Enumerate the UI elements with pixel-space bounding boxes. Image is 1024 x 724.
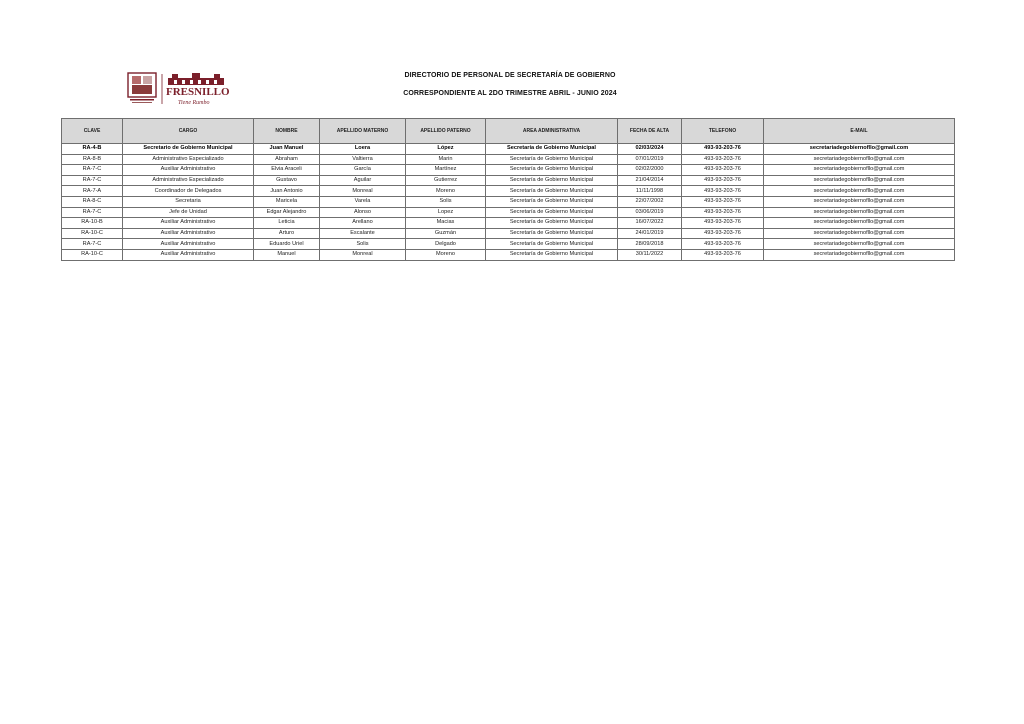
column-header-fecha-de-alta: FECHA DE ALTA [618,119,682,144]
cell-apellido-paterno: Solis [406,196,486,207]
cell-telefono: 493-93-203-76 [682,239,764,250]
cell-clave: RA-10-C [62,249,123,260]
cell-fecha-de-alta: 24/01/2019 [618,228,682,239]
cell-nombre: Eduardo Uriel [254,239,320,250]
cell-email: secretariadegobiernofllo@gmail.com [764,154,955,165]
cell-fecha-de-alta: 03/06/2019 [618,207,682,218]
table-row [62,165,955,176]
cell-cargo: Auxiliar Administrativo [123,228,254,239]
cell-clave: RA-10-B [62,218,123,229]
cell-email: secretariadegobiernofllo@gmail.com [764,249,955,260]
cell-cargo: Jefe de Unidad [123,207,254,218]
cell-apellido-materno: Escalante [320,228,406,239]
cell-cargo: Secretario de Gobierno Municipal [123,144,254,155]
cell-telefono: 493-93-203-76 [682,186,764,197]
cell-area-administrativa: Secretaría de Gobierno Municipal [486,207,618,218]
cell-email: secretariadegobiernofllo@gmail.com [764,165,955,176]
cell-email: secretariadegobiernofllo@gmail.com [764,175,955,186]
cell-telefono: 493-93-203-76 [682,207,764,218]
logo-tagline: Tiene Rumbo [178,100,210,106]
cell-nombre: Maricela [254,196,320,207]
column-header-apellido-materno: APELLIDO MATERNO [320,119,406,144]
cell-fecha-de-alta: 11/11/1998 [618,186,682,197]
cell-apellido-materno: Monreal [320,186,406,197]
column-header-area-administrativa: AREA ADMINISTRATIVA [486,119,618,144]
cell-apellido-materno: Arellano [320,218,406,229]
cell-telefono: 493-93-203-76 [682,165,764,176]
cell-nombre: Arturo [254,228,320,239]
cell-telefono: 493-93-203-76 [682,175,764,186]
table-row [62,239,955,250]
cell-fecha-de-alta: 02/03/2024 [618,144,682,155]
fresnillo-logo [126,72,238,108]
cell-telefono: 493-93-203-76 [682,196,764,207]
cell-fecha-de-alta: 21/04/2014 [618,175,682,186]
cell-apellido-materno: Aguilar [320,175,406,186]
cell-nombre: Abraham [254,154,320,165]
cell-nombre: Manuel [254,249,320,260]
cell-area-administrativa: Secretaría de Gobierno Municipal [486,186,618,197]
cell-email: secretariadegobiernofllo@gmail.com [764,196,955,207]
cell-apellido-paterno: Macias [406,218,486,229]
column-header-apellido-paterno: APELLIDO PATERNO [406,119,486,144]
table-header-row [62,119,955,144]
cell-cargo: Auxiliar Administrativo [123,165,254,176]
cell-cargo: Coordinador de Delegados [123,186,254,197]
page-subtitle: CORRESPONDIENTE AL 2DO TRIMESTRE ABRIL - JUNIO 2024 [403,90,617,97]
cell-nombre: Juan Antonio [254,186,320,197]
cell-fecha-de-alta: 30/11/2022 [618,249,682,260]
cell-apellido-materno: Solis [320,239,406,250]
cell-area-administrativa: Secretaría de Gobierno Municipal [486,144,618,155]
logo-wordmark: FRESNILLO [166,86,230,98]
cell-apellido-paterno: Guzmán [406,228,486,239]
cell-telefono: 493-93-203-76 [682,228,764,239]
cell-apellido-materno: Loera [320,144,406,155]
cell-cargo: Secretaria [123,196,254,207]
cell-clave: RA-7-A [62,186,123,197]
cell-area-administrativa: Secretaría de Gobierno Municipal [486,165,618,176]
cell-email: secretariadegobiernofllo@gmail.com [764,186,955,197]
cell-apellido-paterno: López [406,144,486,155]
cell-email: secretariadegobiernofllo@gmail.com [764,218,955,229]
cell-email: secretariadegobiernofllo@gmail.com [764,144,955,155]
cell-email: secretariadegobiernofllo@gmail.com [764,228,955,239]
table-row [62,218,955,229]
cell-nombre: Gustavo [254,175,320,186]
table-row [62,186,955,197]
cell-nombre: Elvia Araceli [254,165,320,176]
cell-apellido-materno: Varela [320,196,406,207]
cell-cargo: Administrativo Especializado [123,154,254,165]
column-header-email: E-MAIL [764,119,955,144]
cell-apellido-materno: Valtierra [320,154,406,165]
cell-fecha-de-alta: 28/09/2018 [618,239,682,250]
table-row [62,144,955,155]
personnel-directory-table [61,118,955,261]
cell-apellido-paterno: Martínez [406,165,486,176]
building-icon [168,73,224,85]
cell-telefono: 493-93-203-76 [682,154,764,165]
table-row [62,228,955,239]
cell-fecha-de-alta: 07/01/2019 [618,154,682,165]
cell-area-administrativa: Secretaría de Gobierno Municipal [486,175,618,186]
table-row [62,249,955,260]
column-header-cargo: CARGO [123,119,254,144]
cell-fecha-de-alta: 16/07/2022 [618,218,682,229]
cell-apellido-materno: Alonso [320,207,406,218]
cell-cargo: Auxiliar Administrativo [123,218,254,229]
cell-area-administrativa: Secretaría de Gobierno Municipal [486,249,618,260]
cell-cargo: Auxiliar Administrativo [123,239,254,250]
cell-cargo: Auxiliar Administrativo [123,249,254,260]
table-row [62,154,955,165]
cell-clave: RA-8-B [62,154,123,165]
table-row [62,196,955,207]
cell-telefono: 493-93-203-76 [682,144,764,155]
coat-of-arms-icon [128,73,156,103]
cell-apellido-paterno: Marin [406,154,486,165]
page-title: DIRECTORIO DE PERSONAL DE SECRETARÍA DE GOBIERNO [404,72,616,79]
column-header-nombre: NOMBRE [254,119,320,144]
cell-area-administrativa: Secretaría de Gobierno Municipal [486,154,618,165]
cell-apellido-paterno: Delgado [406,239,486,250]
cell-clave: RA-7-C [62,207,123,218]
table-row [62,207,955,218]
cell-apellido-paterno: Moreno [406,186,486,197]
table-row [62,175,955,186]
cell-area-administrativa: Secretaría de Gobierno Municipal [486,218,618,229]
cell-clave: RA-8-C [62,196,123,207]
cell-cargo: Administrativo Especializado [123,175,254,186]
cell-nombre: Juan Manuel [254,144,320,155]
cell-email: secretariadegobiernofllo@gmail.com [764,207,955,218]
cell-apellido-materno: Monreal [320,249,406,260]
cell-email: secretariadegobiernofllo@gmail.com [764,239,955,250]
cell-apellido-paterno: Gutierrez [406,175,486,186]
cell-area-administrativa: Secretaría de Gobierno Municipal [486,239,618,250]
column-header-telefono: TELEFONO [682,119,764,144]
cell-area-administrativa: Secretaría de Gobierno Municipal [486,228,618,239]
cell-apellido-materno: García [320,165,406,176]
cell-apellido-paterno: Lopez [406,207,486,218]
cell-nombre: Leticia [254,218,320,229]
cell-apellido-paterno: Moreno [406,249,486,260]
cell-fecha-de-alta: 22/07/2002 [618,196,682,207]
cell-clave: RA-7-C [62,165,123,176]
cell-clave: RA-10-C [62,228,123,239]
cell-telefono: 493-93-203-76 [682,249,764,260]
cell-fecha-de-alta: 02/02/2000 [618,165,682,176]
column-header-clave: CLAVE [62,119,123,144]
cell-nombre: Edgar Alejandro [254,207,320,218]
cell-area-administrativa: Secretaría de Gobierno Municipal [486,196,618,207]
cell-clave: RA-7-C [62,239,123,250]
cell-telefono: 493-93-203-76 [682,218,764,229]
cell-clave: RA-7-C [62,175,123,186]
cell-clave: RA-4-B [62,144,123,155]
